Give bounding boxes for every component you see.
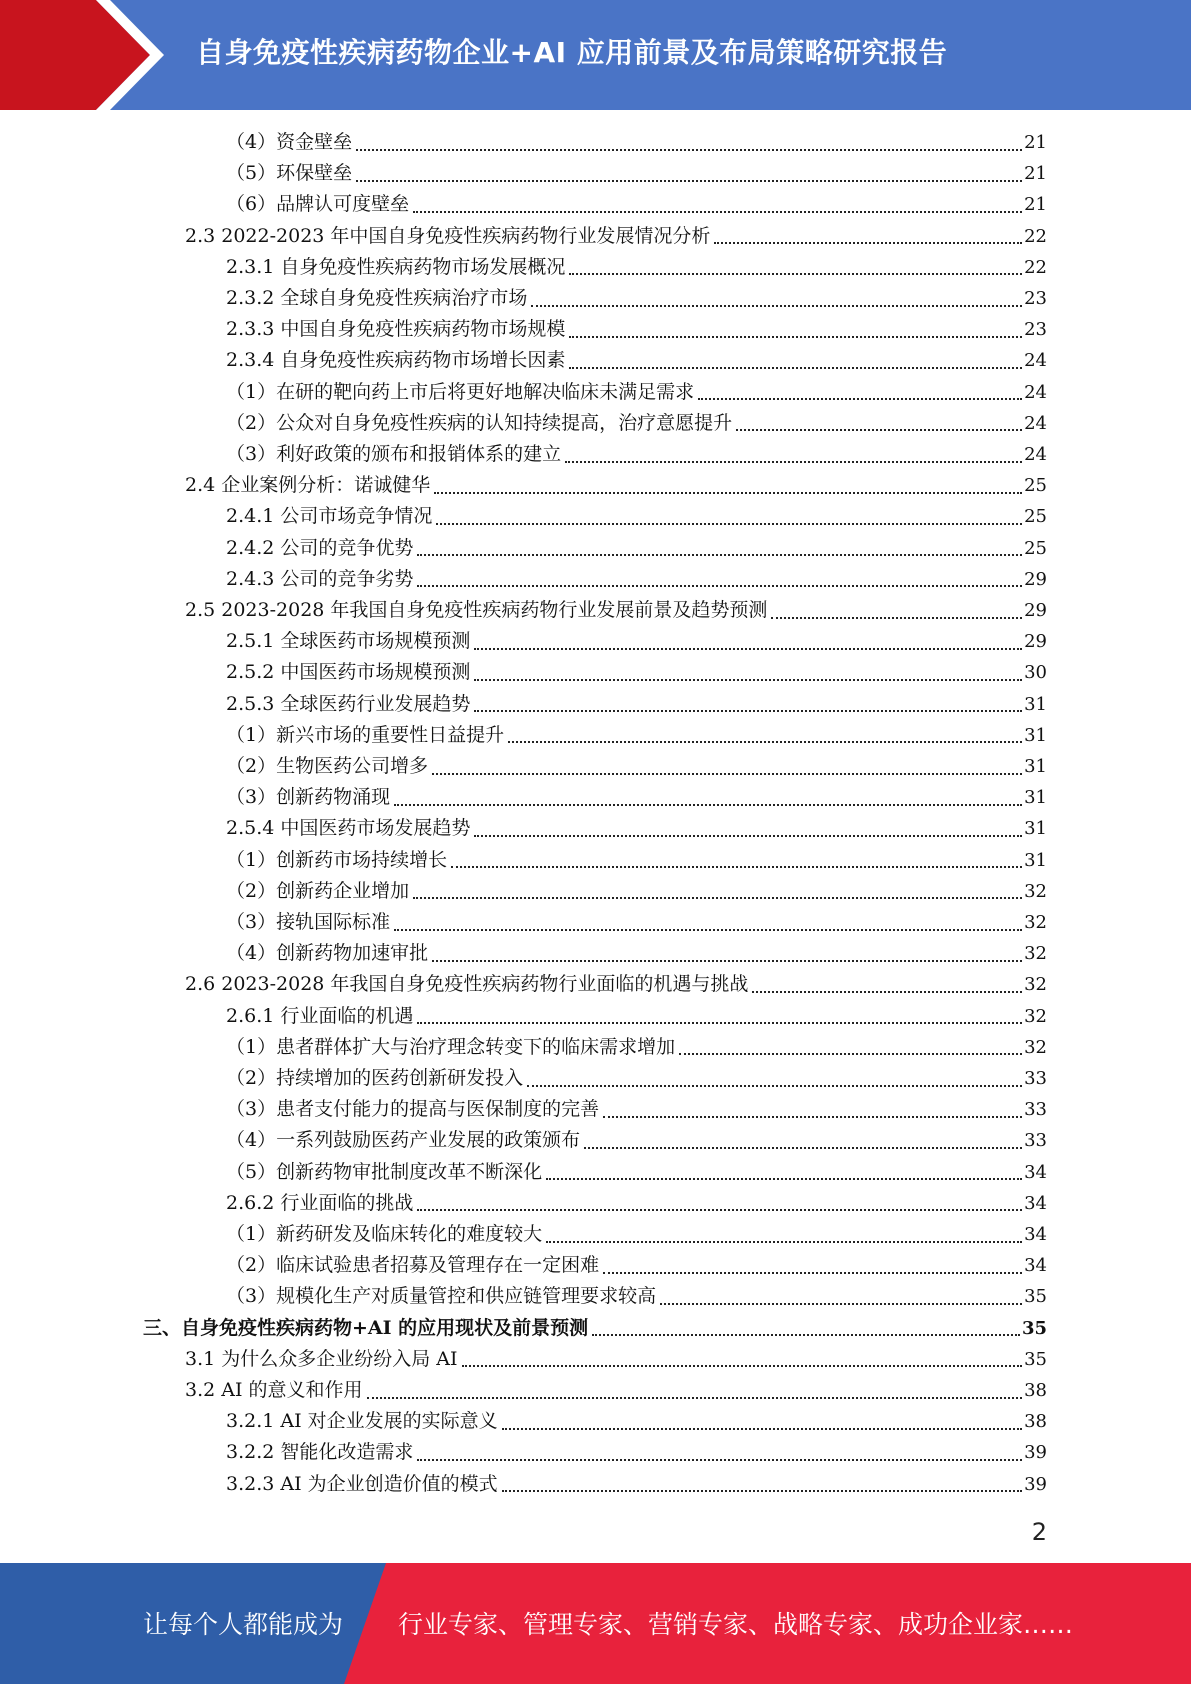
toc-entry[interactable] — [226, 408, 1047, 439]
toc-entry[interactable] — [226, 439, 1047, 470]
toc-entry[interactable] — [226, 751, 1047, 782]
toc-entry[interactable] — [226, 314, 1047, 345]
toc-entry-label: 3.1 为什么众多企业纷纷入局 AI — [185, 1347, 458, 1370]
toc-entry-page: 24 — [1024, 350, 1047, 372]
toc-entry[interactable] — [226, 689, 1047, 720]
toc-entry-label: 2.5.2 中国医药市场规模预测 — [226, 661, 471, 684]
toc-dot-leader — [679, 1053, 1022, 1055]
toc-entry-label: （3）接轨国际标准 — [226, 911, 391, 933]
toc-entry-page: 29 — [1024, 600, 1047, 621]
toc-dot-leader — [603, 1272, 1022, 1274]
toc-entry-label: （1）患者群体扩大与治疗理念转变下的临床需求增加 — [226, 1035, 676, 1058]
toc-dot-leader — [546, 1241, 1022, 1243]
toc-dot-leader — [417, 1022, 1022, 1024]
toc-entry[interactable] — [185, 221, 1047, 252]
toc-entry-page: 23 — [1024, 288, 1047, 309]
toc-dot-leader — [417, 585, 1022, 587]
toc-entry-page: 38 — [1024, 1411, 1047, 1433]
toc-dot-leader — [417, 554, 1022, 556]
toc-dot-leader — [592, 1334, 1020, 1336]
header-banner — [0, 0, 1191, 110]
toc-dot-leader — [752, 991, 1022, 993]
toc-entry-page: 39 — [1024, 1442, 1047, 1464]
toc-entry[interactable] — [185, 595, 1047, 626]
toc-entry[interactable] — [226, 1469, 1047, 1500]
toc-dot-leader — [569, 367, 1022, 369]
toc-entry[interactable] — [185, 470, 1047, 501]
toc-entry[interactable] — [226, 813, 1047, 844]
toc-entry[interactable] — [226, 782, 1047, 813]
toc-dot-leader — [698, 398, 1022, 400]
toc-entry[interactable] — [226, 533, 1047, 564]
toc-entry[interactable] — [226, 283, 1047, 314]
toc-entry-page: 31 — [1024, 693, 1047, 715]
toc-entry-page: 33 — [1024, 1130, 1047, 1152]
toc-dot-leader — [508, 741, 1022, 743]
toc-entry-label: 2.5 2023-2028 年我国自身免疫性疾病药物行业发展前景及趋势预测 — [185, 599, 768, 621]
toc-entry-page: 21 — [1024, 194, 1047, 216]
toc-entry[interactable] — [226, 1125, 1047, 1156]
toc-entry-label: 2.4.2 公司的竞争优势 — [226, 536, 414, 559]
toc-entry-page: 22 — [1024, 225, 1047, 247]
toc-dot-leader — [356, 180, 1022, 182]
toc-entry-label: （4）一系列鼓励医药产业发展的政策颁布 — [226, 1129, 581, 1152]
toc-dot-leader — [569, 273, 1022, 275]
toc-entry-label: 2.5.1 全球医药市场规模预测 — [226, 630, 471, 653]
toc-entry-label: 2.6.2 行业面临的挑战 — [226, 1191, 414, 1214]
toc-entry-label: 2.3.2 全球自身免疫性疾病治疗市场 — [226, 287, 528, 309]
toc-entry-label: （6）品牌认可度壁垒 — [226, 193, 410, 216]
toc-entry[interactable] — [226, 720, 1047, 751]
toc-entry-label: 2.3.3 中国自身免疫性疾病药物市场规模 — [226, 318, 566, 341]
toc-entry-page: 29 — [1024, 631, 1047, 653]
toc-dot-leader — [603, 1116, 1022, 1118]
toc-dot-leader — [413, 897, 1022, 899]
toc-entry[interactable] — [226, 876, 1047, 907]
toc-entry-label: 三、自身免疫性疾病药物+AI 的应用现状及前景预测 — [143, 1316, 589, 1339]
toc-entry-page: 32 — [1024, 1036, 1047, 1058]
toc-entry[interactable] — [226, 1032, 1047, 1063]
toc-entry-label: （1）新药研发及临床转化的难度较大 — [226, 1223, 543, 1245]
toc-entry[interactable] — [226, 1437, 1047, 1468]
toc-entry-page: 31 — [1024, 849, 1047, 871]
toc-entry[interactable] — [226, 127, 1047, 158]
toc-dot-leader — [417, 1209, 1022, 1211]
toc-dot-leader — [432, 960, 1022, 962]
toc-dot-leader — [502, 1428, 1022, 1430]
toc-entry[interactable] — [226, 938, 1047, 969]
toc-entry-label: （2）公众对自身免疫性疾病的认知持续提高，治疗意愿提升 — [226, 411, 733, 434]
toc-entry-label: 2.5.3 全球医药行业发展趋势 — [226, 692, 471, 715]
toc-dot-leader — [417, 1459, 1022, 1461]
toc-dot-leader — [565, 461, 1022, 463]
toc-dot-leader — [660, 1303, 1022, 1305]
toc-entry-label: （5）创新药物审批制度改革不断深化 — [226, 1160, 543, 1183]
toc-entry-page: 32 — [1024, 880, 1047, 902]
toc-entry-page: 31 — [1024, 724, 1047, 746]
footer-slogan-left: 让每个人都能成为 — [143, 1610, 344, 1639]
toc-entry-label: （4）创新药物加速审批 — [226, 942, 429, 965]
toc-dot-leader — [356, 149, 1022, 151]
toc-entry-page: 32 — [1024, 1005, 1047, 1027]
toc-entry-page: 29 — [1024, 568, 1047, 590]
toc-entry[interactable] — [226, 189, 1047, 220]
toc-entry-label: （1）在研的靶向药上市后将更好地解决临床未满足需求 — [226, 380, 695, 403]
toc-entry[interactable] — [226, 345, 1047, 376]
toc-entry-page: 25 — [1024, 475, 1047, 497]
toc-entry[interactable] — [226, 1219, 1047, 1250]
toc-entry[interactable] — [226, 1001, 1047, 1032]
toc-entry-label: 3.2.3 AI 为企业创造价值的模式 — [226, 1472, 498, 1495]
toc-dot-leader — [527, 1085, 1022, 1087]
toc-entry-page: 32 — [1024, 912, 1047, 933]
toc-entry-page: 31 — [1024, 818, 1047, 840]
toc-entry-label: 3.2.1 AI 对企业发展的实际意义 — [226, 1410, 498, 1433]
toc-entry-page: 38 — [1024, 1380, 1047, 1401]
toc-dot-leader — [462, 1365, 1023, 1367]
toc-entry-label: （2）临床试验患者招募及管理存在一定困难 — [226, 1254, 600, 1277]
footer-banner — [0, 1563, 1191, 1684]
toc-entry-page: 39 — [1024, 1473, 1047, 1495]
toc-dot-leader — [367, 1397, 1023, 1399]
toc-entry-page: 23 — [1024, 319, 1047, 341]
toc-entry[interactable] — [185, 1375, 1047, 1406]
toc-entry[interactable] — [226, 1281, 1047, 1312]
toc-entry-page: 35 — [1021, 1317, 1047, 1339]
toc-entry[interactable] — [226, 564, 1047, 595]
toc-entry-label: 2.3.4 自身免疫性疾病药物市场增长因素 — [226, 349, 566, 372]
toc-entry[interactable] — [143, 1313, 1047, 1344]
toc-entry-label: 2.3 2022-2023 年中国自身免疫性疾病药物行业发展情况分析 — [185, 224, 711, 247]
toc-entry-page: 30 — [1024, 662, 1047, 684]
toc-entry-page: 31 — [1024, 787, 1047, 809]
toc-entry-label: 3.2.2 智能化改造需求 — [226, 1441, 414, 1464]
toc-entry-page: 34 — [1024, 1224, 1047, 1245]
toc-entry[interactable] — [226, 377, 1047, 408]
toc-entry-page: 25 — [1024, 537, 1047, 559]
toc-entry-page: 24 — [1024, 381, 1047, 403]
toc-entry-label: （2）持续增加的医药创新研发投入 — [226, 1067, 524, 1089]
toc-dot-leader — [502, 1490, 1022, 1492]
toc-entry[interactable] — [226, 252, 1047, 283]
toc-entry-label: （3）利好政策的颁布和报销体系的建立 — [226, 443, 562, 465]
toc-entry-label: （3）规模化生产对质量管控和供应链管理要求较高 — [226, 1285, 657, 1308]
toc-dot-leader — [451, 866, 1022, 868]
toc-entry[interactable] — [226, 845, 1047, 876]
toc-entry-page: 21 — [1024, 163, 1047, 185]
toc-entry[interactable] — [226, 501, 1047, 532]
toc-entry-label: 2.5.4 中国医药市场发展趋势 — [226, 817, 471, 840]
toc-dot-leader — [432, 773, 1022, 775]
toc-dot-leader — [413, 211, 1022, 213]
toc-dot-leader — [474, 679, 1022, 681]
toc-entry[interactable] — [226, 158, 1047, 189]
toc-entry-label: （3）创新药物涌现 — [226, 786, 391, 809]
toc-entry-label: 3.2 AI 的意义和作用 — [185, 1379, 363, 1401]
toc-entry[interactable] — [185, 969, 1047, 1000]
toc-entry-label: （1）新兴市场的重要性日益提升 — [226, 723, 505, 746]
toc-entry-page: 22 — [1024, 256, 1047, 278]
toc-entry-page: 33 — [1024, 1099, 1047, 1121]
toc-entry-page: 32 — [1024, 943, 1047, 965]
toc-entry-page: 34 — [1024, 1161, 1047, 1183]
toc-entry-label: （4）资金壁垒 — [226, 131, 353, 153]
toc-entry-label: （1）创新药市场持续增长 — [226, 848, 448, 871]
toc-dot-leader — [569, 336, 1022, 338]
toc-dot-leader — [546, 1178, 1022, 1180]
toc-dot-leader — [394, 929, 1022, 931]
page-number: 2 — [1031, 1518, 1047, 1546]
toc-entry[interactable] — [226, 1063, 1047, 1094]
toc-entry-page: 32 — [1024, 974, 1047, 996]
toc-entry-page: 33 — [1024, 1068, 1047, 1089]
toc-entry-page: 31 — [1024, 756, 1047, 777]
toc-dot-leader — [736, 429, 1022, 431]
toc-entry-label: 2.4 企业案例分析：诺诚健华 — [185, 474, 431, 497]
toc-entry-page: 24 — [1024, 412, 1047, 434]
toc-entry-page: 21 — [1024, 132, 1047, 153]
toc-entry-label: 2.4.1 公司市场竞争情况 — [226, 505, 433, 528]
toc-entry[interactable] — [226, 1406, 1047, 1437]
toc-entry-label: （5）环保壁垒 — [226, 162, 353, 185]
toc-entry-label: 2.4.3 公司的竞争劣势 — [226, 567, 414, 590]
toc-entry-label: （3）患者支付能力的提高与医保制度的完善 — [226, 1098, 600, 1121]
toc-dot-leader — [434, 492, 1022, 494]
toc-entry-label: （2）创新药企业增加 — [226, 879, 410, 902]
toc-entry-page: 25 — [1024, 506, 1047, 528]
toc-dot-leader — [394, 804, 1022, 806]
document-title: 自身免疫性疾病药物企业+AI 应用前景及布局策略研究报告 — [196, 36, 948, 69]
toc-entry-label: （2）生物医药公司增多 — [226, 755, 429, 777]
toc-entry-label: 2.6.1 行业面临的机遇 — [226, 1004, 414, 1027]
toc-entry[interactable] — [226, 1250, 1047, 1281]
toc-entry-page: 34 — [1024, 1192, 1047, 1214]
toc-entry-page: 24 — [1024, 444, 1047, 465]
toc-entry-label: 2.6 2023-2028 年我国自身免疫性疾病药物行业面临的机遇与挑战 — [185, 973, 749, 996]
toc-dot-leader — [474, 710, 1022, 712]
toc-entry[interactable] — [226, 626, 1047, 657]
toc-entry[interactable] — [185, 1344, 1047, 1375]
toc-dot-leader — [584, 1147, 1022, 1149]
toc-entry-label: 2.3.1 自身免疫性疾病药物市场发展概况 — [226, 255, 566, 278]
footer-slogan-right: 行业专家、管理专家、营销专家、战略专家、成功企业家…… — [398, 1610, 1074, 1639]
toc-dot-leader — [714, 242, 1022, 244]
toc-entry[interactable] — [226, 1188, 1047, 1219]
toc-entry[interactable] — [226, 1094, 1047, 1125]
toc-entry-page: 35 — [1024, 1286, 1047, 1308]
toc-entry-page: 35 — [1024, 1348, 1047, 1370]
red-arrow-icon — [0, 0, 150, 110]
toc-dot-leader — [474, 835, 1022, 837]
toc-dot-leader — [436, 523, 1022, 525]
toc-entry[interactable] — [226, 1157, 1047, 1188]
toc-dot-leader — [474, 648, 1022, 650]
toc-dot-leader — [531, 305, 1022, 307]
toc-dot-leader — [771, 617, 1022, 619]
toc-entry[interactable] — [226, 907, 1047, 938]
toc-entry-page: 34 — [1024, 1255, 1047, 1277]
toc-entry[interactable] — [226, 657, 1047, 688]
